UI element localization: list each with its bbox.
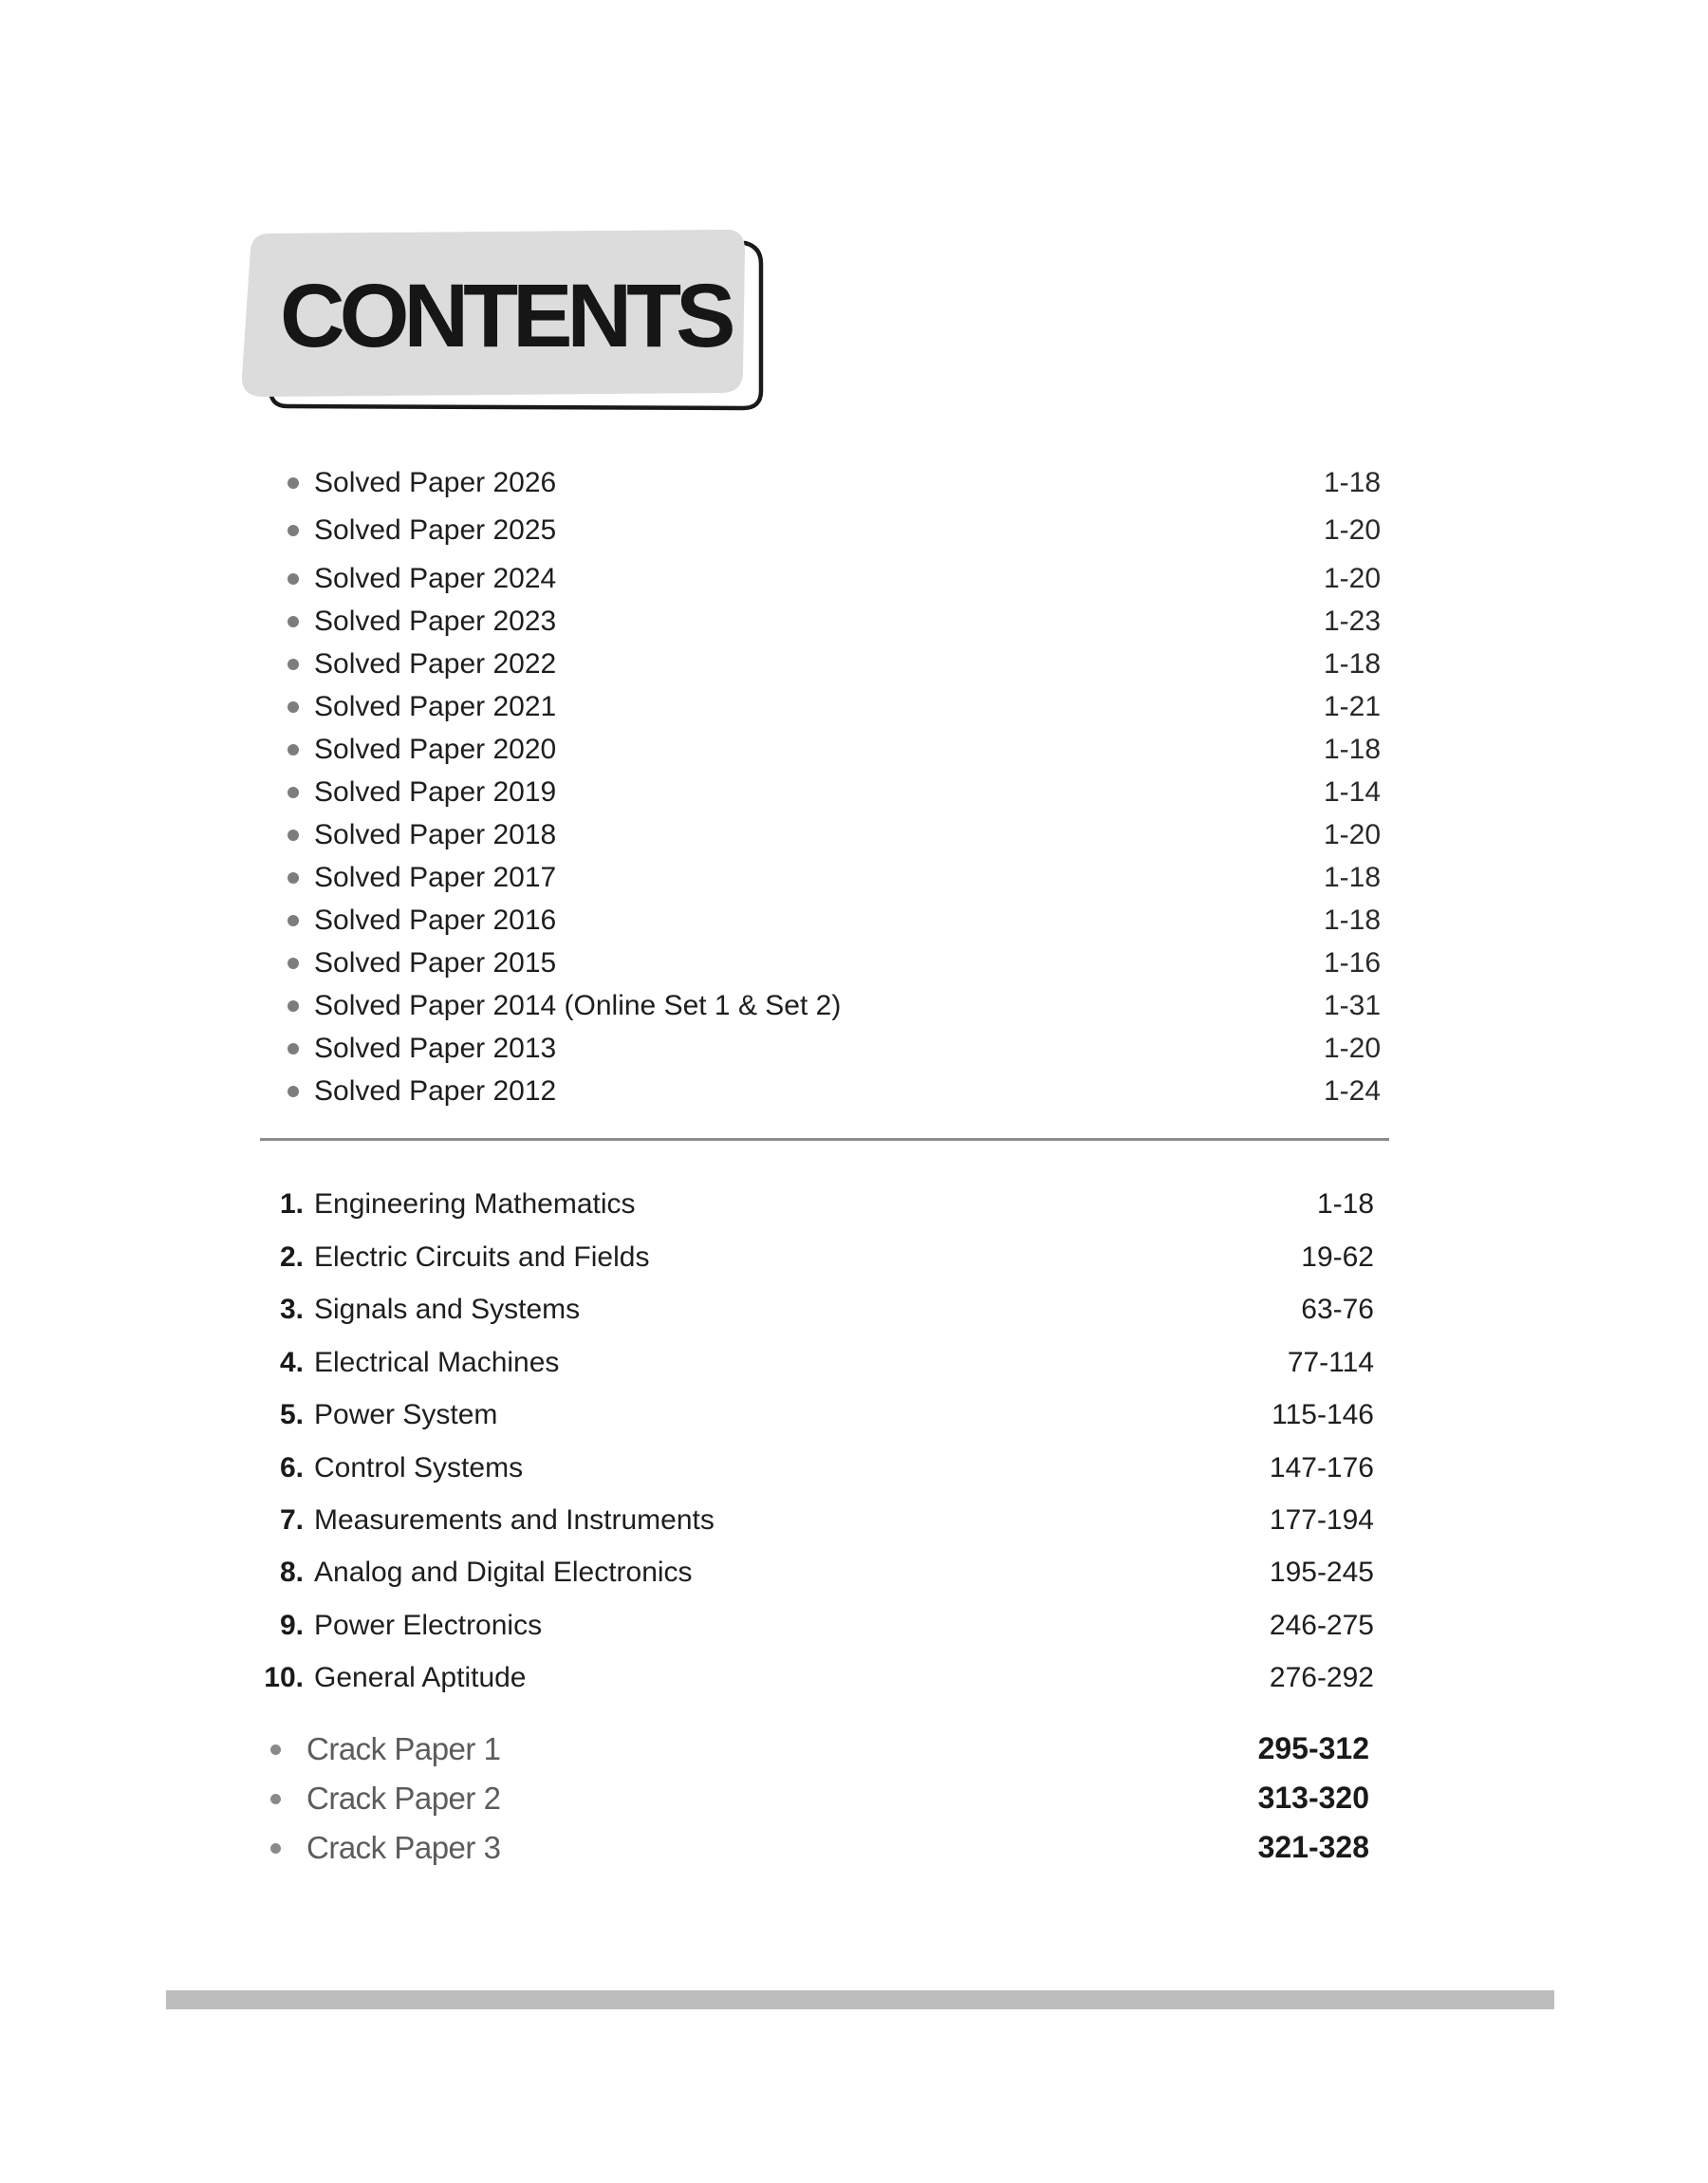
chapter-entry[interactable] [0,1555,1708,1593]
toc-entry[interactable] [0,1031,1708,1069]
bullet-icon [288,573,299,585]
chapter-entry[interactable] [0,1660,1708,1698]
chapter-entry[interactable] [0,1292,1708,1330]
toc-entry[interactable] [0,689,1708,727]
entry-label: Solved Paper 2014 (Online Set 1 & Set 2) [314,990,842,1021]
chapter-entry[interactable] [0,1397,1708,1435]
chapter-pages: 1-18 [1316,1188,1374,1220]
entry-pages: 1-20 [1323,1033,1381,1064]
bullet-icon [270,1843,281,1854]
chapter-entry[interactable] [0,1240,1708,1278]
chapter-title: Signals and Systems [314,1294,581,1325]
bullet-icon [288,1086,299,1097]
entry-pages: 295-312 [1257,1731,1369,1765]
entry-label: Solved Paper 2017 [314,862,557,893]
chapter-entry[interactable] [0,1502,1708,1540]
entry-pages: 1-21 [1323,691,1381,722]
entry-pages: 1-18 [1323,467,1381,498]
entry-pages: 1-18 [1323,648,1381,680]
entry-label: Crack Paper 2 [306,1781,501,1816]
chapter-number: 10. [264,1662,304,1693]
entry-pages: 321-328 [1257,1830,1369,1864]
chapter-title: Measurements and Instruments [314,1504,715,1536]
bullet-icon [288,659,299,670]
entry-label: Solved Paper 2012 [314,1075,557,1107]
entry-pages: 1-20 [1323,514,1381,546]
entry-label: Solved Paper 2020 [314,734,557,765]
chapter-entry[interactable] [0,1450,1708,1488]
toc-entry[interactable] [0,513,1708,550]
toc-entry[interactable] [0,604,1708,642]
entry-label: Solved Paper 2026 [314,467,557,498]
chapter-title: Electric Circuits and Fields [314,1241,650,1273]
toc-entry[interactable] [0,1073,1708,1111]
chapter-pages: 19-62 [1301,1241,1374,1273]
entry-pages: 1-18 [1323,734,1381,765]
chapter-title: Power Electronics [314,1610,543,1641]
toc-entry[interactable] [0,1727,1708,1765]
chapter-number: 2. [279,1241,304,1273]
toc-entry[interactable] [0,1777,1708,1815]
entry-label: Solved Paper 2021 [314,691,557,722]
entry-pages: 1-23 [1323,606,1381,637]
toc-entry[interactable] [0,817,1708,855]
toc-entry[interactable] [0,732,1708,770]
bullet-icon [288,787,299,798]
bullet-icon [288,1043,299,1054]
chapter-title: Engineering Mathematics [314,1188,636,1220]
bullet-icon [288,872,299,884]
chapter-pages: 147-176 [1269,1452,1374,1483]
toc-entry[interactable] [0,1826,1708,1864]
entry-pages: 1-16 [1323,947,1381,979]
entry-label: Crack Paper 3 [306,1830,501,1865]
bullet-icon [288,958,299,969]
chapter-pages: 246-275 [1269,1610,1374,1641]
entry-label: Solved Paper 2015 [314,947,557,979]
toc-entry[interactable] [0,646,1708,684]
chapter-number: 3. [279,1294,304,1325]
entry-pages: 1-31 [1323,990,1381,1021]
entry-label: Solved Paper 2022 [314,648,557,680]
bullet-icon [270,1745,281,1755]
bullet-icon [288,915,299,926]
bullet-icon [288,616,299,627]
section-divider [260,1138,1389,1141]
entry-label: Solved Paper 2024 [314,563,557,594]
page-title: CONTENTS [280,266,731,366]
chapter-number: 4. [279,1347,304,1378]
chapter-number: 9. [279,1610,304,1641]
contents-title-badge [242,226,769,411]
chapter-entry[interactable] [0,1345,1708,1383]
chapter-title: Control Systems [314,1452,524,1483]
entry-pages: 1-24 [1323,1075,1381,1107]
chapter-pages: 276-292 [1269,1662,1374,1693]
bullet-icon [288,1000,299,1012]
chapter-entry[interactable] [0,1608,1708,1646]
bullet-icon [288,477,299,489]
chapter-title: Analog and Digital Electronics [314,1557,693,1588]
footer-bar [166,1990,1554,2009]
entry-label: Solved Paper 2018 [314,819,557,850]
toc-entry[interactable] [0,988,1708,1026]
entry-label: Solved Paper 2025 [314,514,557,546]
toc-entry[interactable] [0,903,1708,941]
bullet-icon [288,744,299,756]
chapter-title: General Aptitude [314,1662,527,1693]
chapter-title: Power System [314,1399,498,1430]
entry-label: Crack Paper 1 [306,1731,501,1766]
chapter-pages: 177-194 [1269,1504,1374,1536]
toc-entry[interactable] [0,465,1708,503]
toc-entry[interactable] [0,774,1708,812]
bullet-icon [288,525,299,536]
chapter-pages: 63-76 [1301,1294,1374,1325]
entry-pages: 1-20 [1323,563,1381,594]
chapter-pages: 195-245 [1269,1557,1374,1588]
chapter-entry[interactable] [0,1186,1708,1224]
chapter-number: 6. [279,1452,304,1483]
entry-pages: 313-320 [1257,1781,1369,1815]
entry-label: Solved Paper 2023 [314,606,557,637]
entry-label: Solved Paper 2013 [314,1033,557,1064]
chapter-pages: 115-146 [1272,1399,1374,1430]
chapter-number: 1. [279,1188,304,1220]
chapter-number: 7. [279,1504,304,1536]
entry-label: Solved Paper 2016 [314,905,557,936]
bullet-icon [288,701,299,713]
toc-entry[interactable] [0,945,1708,983]
chapter-number: 5. [279,1399,304,1430]
chapter-title: Electrical Machines [314,1347,560,1378]
entry-pages: 1-14 [1323,776,1381,808]
entry-pages: 1-18 [1323,905,1381,936]
bullet-icon [270,1794,281,1804]
entry-label: Solved Paper 2019 [314,776,557,808]
chapter-number: 8. [279,1557,304,1588]
toc-entry[interactable] [0,860,1708,898]
entry-pages: 1-20 [1323,819,1381,850]
chapter-pages: 77-114 [1287,1347,1374,1378]
bullet-icon [288,830,299,841]
entry-pages: 1-18 [1323,862,1381,893]
toc-entry[interactable] [0,561,1708,599]
